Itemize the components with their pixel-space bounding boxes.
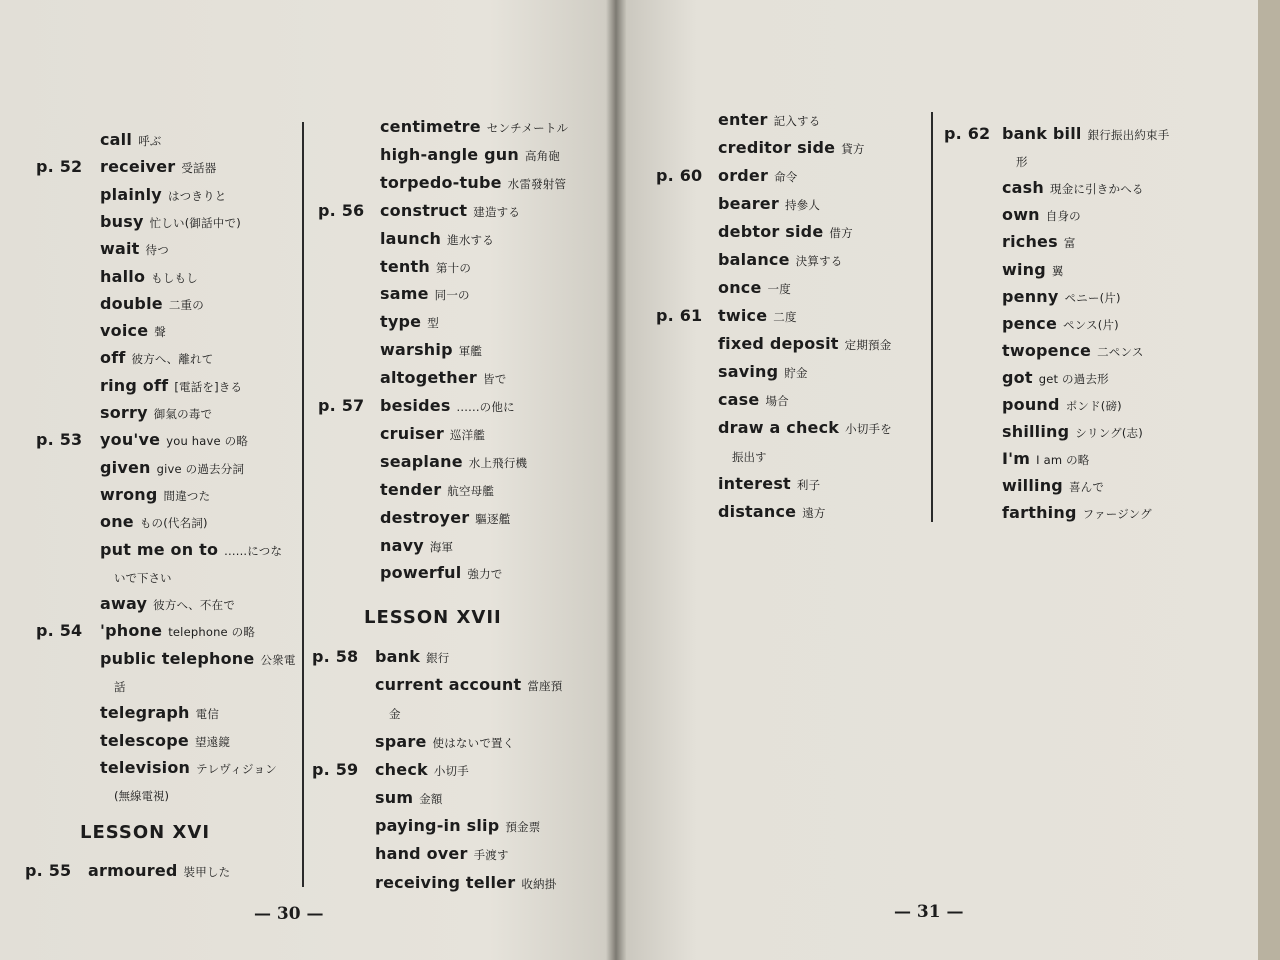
vocab-gloss: 翼	[1051, 263, 1064, 278]
vocab-entry	[1002, 476, 1104, 495]
vocab-gloss: 當座預	[527, 679, 563, 694]
vocab-gloss: ペニー(片)	[1064, 290, 1121, 305]
page-reference: p. 57	[318, 396, 365, 415]
vocab-word: call	[100, 130, 133, 149]
vocab-word: receiver	[100, 157, 176, 177]
vocab-gloss: 型	[427, 316, 439, 331]
column-divider	[302, 122, 304, 887]
vocab-word: creditor side	[718, 138, 836, 157]
vocab-word: same	[380, 284, 429, 304]
vocab-word: telescope	[100, 730, 189, 750]
vocab-word: armoured	[88, 861, 178, 880]
vocab-entry	[380, 452, 527, 471]
vocab-entry	[380, 563, 503, 582]
vocab-word: wing	[1002, 259, 1046, 279]
vocab-entry	[100, 348, 213, 367]
vocab-entry	[1002, 341, 1144, 360]
vocab-gloss: 皆で	[483, 372, 507, 387]
vocab-word: put me on to	[100, 539, 219, 559]
vocab-entry	[380, 173, 566, 192]
vocab-gloss: 貯金	[784, 366, 808, 380]
vocab-gloss: 呼ぶ	[138, 134, 162, 148]
vocab-gloss: give の過去分詞	[156, 461, 245, 476]
vocab-gloss: ペンス(片)	[1063, 317, 1119, 332]
vocab-word: draw a check	[718, 418, 840, 437]
vocab-entry	[1002, 178, 1144, 197]
vocab-entry	[380, 284, 470, 303]
vocab-gloss: 海軍	[429, 539, 454, 554]
vocab-word: high-angle gun	[380, 144, 519, 164]
vocab-word: order	[718, 166, 769, 185]
vocab-entry	[718, 502, 826, 521]
vocab-gloss-continuation: 振出す	[732, 450, 767, 464]
lesson-heading-xvi: LESSON XVI	[80, 822, 211, 843]
vocab-gloss: 高角砲	[524, 148, 561, 163]
vocab-gloss: センチメートル	[486, 121, 569, 135]
vocab-gloss: 小切手	[433, 763, 469, 778]
vocab-gloss: you have の略	[166, 434, 249, 449]
page-number-30: — 30 —	[254, 904, 324, 924]
vocab-gloss: 二ペンス	[1097, 344, 1144, 359]
page-reference: p. 59	[312, 759, 359, 779]
vocab-word: I'm	[1002, 449, 1031, 469]
vocab-gloss: 富	[1063, 236, 1076, 251]
vocab-word: powerful	[380, 563, 462, 583]
vocab-entry	[380, 145, 560, 164]
vocab-gloss: ファージング	[1082, 507, 1152, 522]
lesson-heading-xvii: LESSON XVII	[364, 607, 502, 628]
vocab-word: pence	[1002, 313, 1058, 333]
vocab-gloss: 望遠鏡	[194, 734, 231, 749]
vocab-entry	[100, 212, 241, 231]
vocab-entry	[100, 185, 226, 204]
vocab-entry	[1002, 124, 1169, 143]
vocab-gloss: 聲	[154, 325, 166, 340]
vocab-word: hand over	[375, 844, 468, 864]
vocab-word: you've	[100, 430, 161, 450]
vocab-gloss: 定期預金	[844, 338, 892, 352]
vocab-gloss: 場合	[765, 394, 789, 408]
vocab-entry	[718, 362, 808, 381]
vocab-gloss: 遠方	[802, 506, 826, 520]
vocab-gloss: 忙しい(御話中で)	[149, 215, 241, 230]
page-reference: p. 56	[318, 200, 365, 220]
vocab-entry	[375, 844, 509, 863]
vocab-entry	[100, 157, 216, 176]
vocab-gloss: 公衆電	[260, 652, 296, 667]
vocab-word: interest	[718, 474, 791, 493]
vocab-entry	[1002, 314, 1119, 333]
vocab-word: voice	[100, 321, 149, 341]
vocab-entry	[100, 649, 296, 668]
vocab-gloss: 使はないで置く	[432, 735, 515, 750]
vocab-entry	[1002, 395, 1122, 414]
vocab-gloss: 第十の	[435, 260, 472, 275]
vocab-entry	[718, 334, 891, 353]
vocab-entry	[100, 430, 248, 449]
vocab-entry	[100, 540, 282, 559]
vocab-word: bank bill	[1002, 124, 1082, 143]
vocab-entry	[718, 222, 853, 241]
vocab-gloss: 記入する	[773, 114, 821, 128]
vocab-gloss: 喜んで	[1068, 480, 1105, 495]
vocab-word: wait	[100, 239, 140, 259]
vocab-word: farthing	[1002, 503, 1077, 523]
vocab-word: case	[718, 390, 760, 409]
vocab-entry	[100, 621, 255, 640]
vocab-gloss: 軍艦	[458, 344, 483, 359]
vocab-word: busy	[100, 211, 144, 231]
vocab-word: own	[1002, 205, 1040, 225]
vocab-word: seaplane	[380, 451, 463, 471]
vocab-gloss: 一度	[767, 282, 791, 296]
vocab-gloss: 御氣の毒で	[153, 407, 213, 421]
vocab-entry	[1002, 260, 1064, 279]
vocab-entry	[1002, 368, 1109, 387]
vocab-word: paying-in slip	[375, 816, 500, 836]
vocab-gloss: 二重の	[168, 297, 204, 312]
vocab-entry	[718, 306, 797, 325]
vocab-gloss: 裝甲した	[183, 865, 231, 879]
column-divider-right	[931, 112, 933, 522]
vocab-word: receiving teller	[375, 872, 516, 892]
vocab-entry	[1002, 422, 1143, 441]
page-reference: p. 53	[36, 430, 83, 450]
vocab-gloss: 電信	[195, 707, 220, 722]
vocab-word: navy	[380, 535, 424, 555]
vocab-word: wrong	[100, 484, 158, 504]
vocab-word: telegraph	[100, 703, 190, 723]
vocab-word: twopence	[1002, 340, 1092, 360]
vocab-gloss: 金額	[419, 792, 443, 806]
vocab-word: fixed deposit	[718, 334, 839, 353]
vocab-gloss: [電話を]きる	[174, 379, 243, 394]
vocab-word: penny	[1002, 286, 1059, 306]
vocab-entry	[380, 396, 515, 415]
vocab-entry	[100, 458, 244, 477]
vocab-word: bank	[375, 647, 421, 666]
vocab-word: sorry	[100, 403, 148, 422]
vocab-entry	[100, 594, 235, 613]
vocab-gloss: 現金に引きかへる	[1050, 182, 1144, 197]
vocab-word: distance	[718, 502, 797, 521]
vocab-gloss: 水上飛行機	[468, 455, 528, 470]
vocab-word: pound	[1002, 395, 1060, 414]
vocab-gloss: ポンド(磅)	[1065, 399, 1122, 413]
vocab-gloss: 小切手を	[845, 422, 892, 436]
vocab-word: launch	[380, 228, 442, 248]
vocab-gloss: get の過去形	[1038, 371, 1109, 386]
vocab-gloss: 同一の	[434, 288, 470, 303]
page-reference: p. 58	[312, 647, 359, 666]
vocab-gloss-continuation: 形	[1016, 155, 1028, 170]
right-page	[620, 0, 1260, 960]
vocab-word: centimetre	[380, 117, 481, 136]
vocab-word: type	[380, 312, 422, 332]
vocab-entry	[375, 647, 450, 666]
vocab-word: check	[375, 759, 428, 779]
vocab-gloss: 銀行	[426, 651, 450, 665]
vocab-gloss: 驅逐艦	[475, 511, 511, 526]
vocab-gloss: 進水する	[447, 232, 494, 247]
vocab-word: public telephone	[100, 648, 255, 668]
vocab-gloss: 強力で	[467, 567, 503, 582]
vocab-word: ring off	[100, 375, 169, 395]
vocab-gloss: 手渡す	[473, 848, 509, 863]
vocab-gloss: 彼方へ、不在で	[153, 598, 236, 613]
vocab-entry	[1002, 205, 1081, 224]
vocab-word: tender	[380, 479, 442, 499]
vocab-gloss: 貸方	[841, 142, 865, 156]
vocab-entry	[375, 675, 562, 694]
page-number-31: — 31 —	[894, 902, 964, 922]
vocab-gloss: 二度	[773, 310, 797, 324]
vocab-word: one	[100, 512, 134, 532]
vocab-word: television	[100, 757, 191, 777]
vocab-word: got	[1002, 367, 1033, 387]
vocab-entry	[100, 239, 169, 258]
vocab-entry	[718, 194, 820, 213]
vocab-entry	[380, 536, 453, 555]
vocab-entry	[718, 474, 820, 493]
vocab-gloss: シリング(志)	[1075, 426, 1143, 441]
vocab-entry	[100, 294, 204, 313]
vocab-word: enter	[718, 110, 768, 129]
vocab-entry	[100, 758, 277, 777]
vocab-gloss: 持參人	[784, 198, 821, 212]
vocab-gloss: 待つ	[145, 243, 169, 258]
vocab-gloss-continuation: いで下さい	[114, 570, 172, 585]
vocab-entry	[100, 512, 208, 531]
vocab-entry	[380, 424, 485, 443]
vocab-entry	[718, 138, 865, 157]
vocab-entry	[718, 418, 892, 437]
vocab-word: tenth	[380, 256, 430, 276]
vocab-gloss: はつきりと	[167, 188, 227, 203]
vocab-entry	[100, 731, 230, 750]
vocab-entry	[375, 760, 469, 779]
vocab-word: debtor side	[718, 222, 824, 241]
vocab-entry	[100, 321, 166, 340]
vocab-entry	[88, 861, 230, 880]
vocab-entry	[380, 201, 520, 220]
vocab-gloss-continuation: 話	[114, 680, 126, 694]
vocab-entry	[380, 117, 568, 136]
vocab-gloss: 建造する	[473, 204, 521, 219]
vocab-gloss: 彼方へ、離れて	[131, 352, 214, 367]
vocab-gloss: 航空母艦	[447, 483, 495, 498]
vocab-gloss: もしもし	[151, 270, 198, 285]
vocab-entry	[100, 485, 210, 504]
vocab-word: once	[718, 278, 762, 297]
vocab-entry	[1002, 503, 1152, 522]
vocab-entry	[375, 873, 556, 892]
page-reference: p. 60	[656, 166, 703, 185]
vocab-gloss: 命令	[774, 170, 798, 184]
page-reference: p. 52	[36, 157, 83, 177]
vocab-gloss: 預金票	[505, 820, 541, 835]
vocab-word: spare	[375, 731, 427, 751]
vocab-word: hallo	[100, 266, 146, 286]
vocab-entry	[100, 403, 212, 422]
vocab-gloss: telephone の略	[168, 625, 256, 640]
vocab-gloss: テレヴィジョン	[196, 761, 277, 776]
vocab-word: willing	[1002, 476, 1063, 496]
vocab-gloss: 銀行振出約束手	[1087, 128, 1170, 142]
vocab-word: besides	[380, 396, 451, 415]
vocab-gloss: 決算する	[795, 254, 843, 268]
vocab-entry	[100, 376, 242, 395]
vocab-gloss: I am の略	[1036, 453, 1090, 468]
page-reference: p. 61	[656, 306, 703, 325]
vocab-word: cash	[1002, 178, 1044, 198]
vocab-word: away	[100, 594, 148, 614]
page-edge	[1258, 0, 1280, 960]
vocab-entry	[718, 278, 791, 297]
vocab-entry	[380, 229, 494, 248]
vocab-entry	[718, 250, 842, 269]
vocab-word: saving	[718, 362, 779, 381]
vocab-word: 'phone	[100, 621, 163, 641]
vocab-gloss: 自身の	[1045, 209, 1081, 224]
page-reference: p. 54	[36, 621, 83, 641]
vocab-word: twice	[718, 306, 768, 325]
vocab-word: sum	[375, 788, 414, 807]
vocab-word: current account	[375, 675, 522, 695]
vocab-word: warship	[380, 340, 453, 360]
vocab-gloss: 收納掛	[521, 876, 557, 891]
vocab-entry	[375, 732, 514, 751]
vocab-word: torpedo-tube	[380, 172, 502, 192]
vocab-entry	[100, 130, 161, 149]
vocab-word: balance	[718, 250, 790, 269]
vocab-entry	[100, 703, 219, 722]
vocab-gloss: 水雷發射管	[507, 176, 567, 191]
vocab-entry	[718, 166, 797, 185]
vocab-gloss: ......の他に	[456, 400, 515, 414]
book-gutter	[606, 0, 626, 960]
vocab-entry	[380, 480, 494, 499]
vocab-entry	[380, 257, 471, 276]
vocab-entry	[100, 267, 198, 286]
vocab-gloss: もの(代名詞)	[139, 516, 208, 531]
vocab-entry	[380, 312, 439, 331]
vocab-entry	[375, 816, 540, 835]
vocab-word: destroyer	[380, 507, 470, 527]
vocab-gloss: 借方	[829, 226, 853, 240]
page-reference: p. 62	[944, 124, 991, 143]
vocab-word: riches	[1002, 232, 1058, 252]
vocab-word: bearer	[718, 194, 779, 213]
vocab-word: construct	[380, 200, 468, 220]
vocab-gloss: 間違つた	[163, 488, 211, 503]
vocab-word: off	[100, 348, 126, 368]
vocab-entry	[1002, 449, 1089, 468]
vocab-entry	[380, 508, 510, 527]
vocab-word: plainly	[100, 184, 162, 204]
vocab-gloss: ......につな	[224, 543, 283, 558]
vocab-entry	[718, 110, 820, 129]
vocab-entry	[1002, 287, 1121, 306]
vocab-gloss-continuation: (無線電視)	[114, 789, 169, 804]
vocab-word: double	[100, 293, 163, 313]
vocab-entry	[380, 368, 506, 387]
vocab-entry	[375, 788, 443, 807]
page-reference: p. 55	[25, 861, 72, 880]
vocab-gloss: 利子	[796, 478, 821, 492]
vocab-entry	[380, 340, 482, 359]
vocab-entry	[718, 390, 789, 409]
vocab-gloss-continuation: 金	[389, 707, 401, 722]
vocab-word: cruiser	[380, 423, 444, 443]
vocab-word: altogether	[380, 368, 478, 388]
vocab-entry	[1002, 232, 1076, 251]
vocab-gloss: 巡洋艦	[449, 427, 486, 442]
vocab-word: shilling	[1002, 422, 1070, 442]
vocab-word: given	[100, 457, 151, 477]
vocab-gloss: 受話器	[181, 161, 217, 176]
